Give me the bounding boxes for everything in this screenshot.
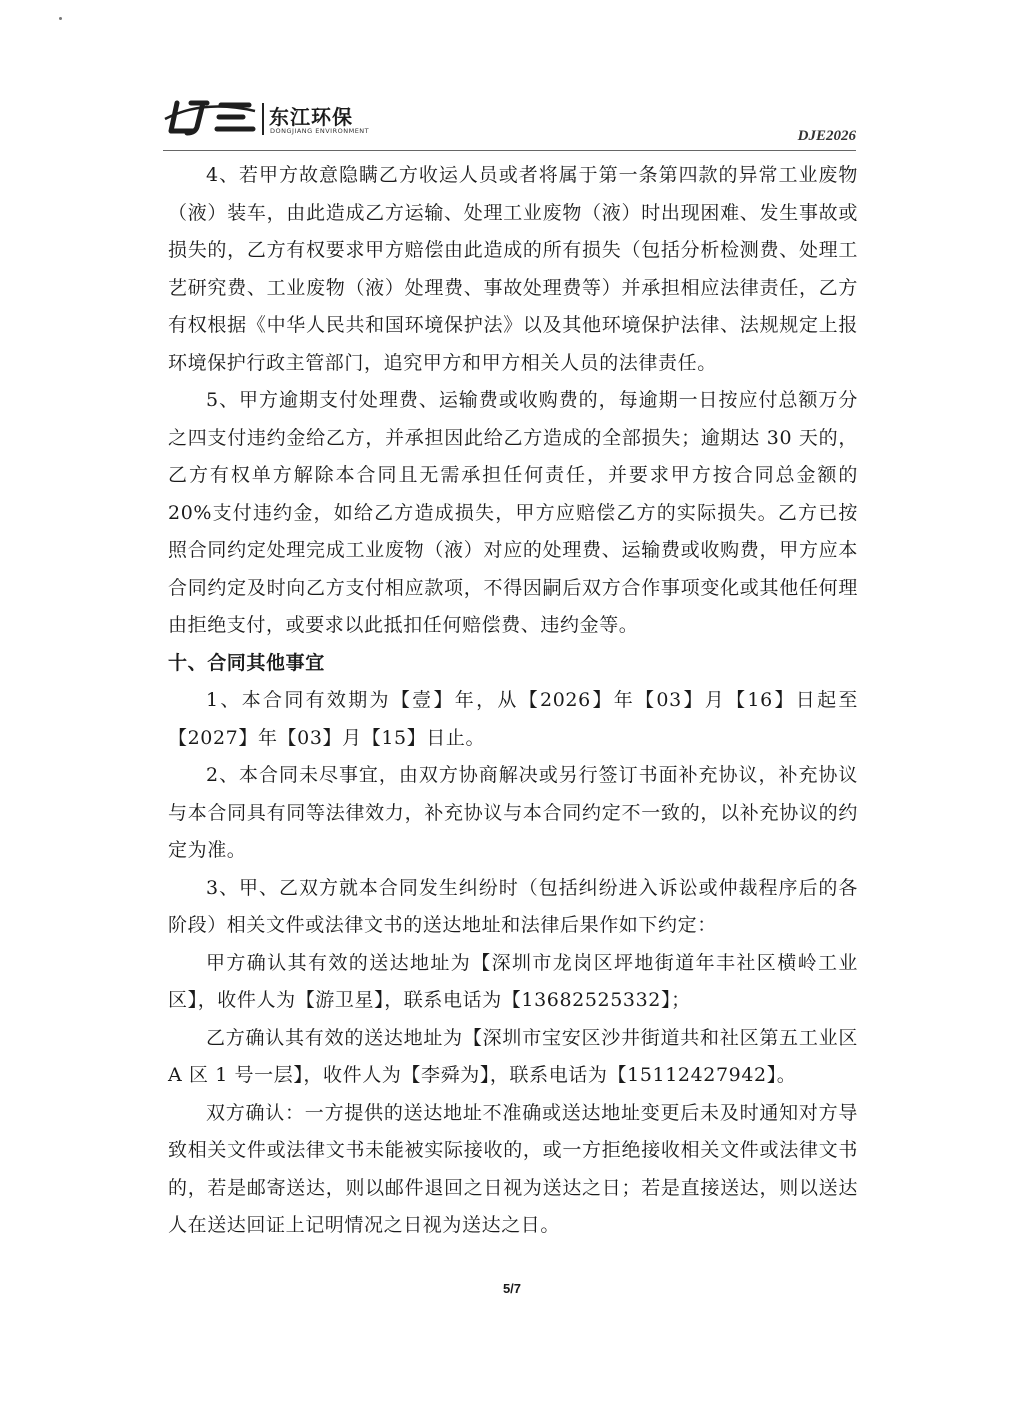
section-10-item-3: 3、甲、乙双方就本合同发生纠纷时（包括纠纷进入诉讼或仲裁程序后的各阶段）相关文件或法律文书的送达地址和法律后果作如下约定： [168, 876, 858, 936]
company-logo [163, 95, 370, 141]
section-10-heading: 十、合同其他事宜 [168, 651, 325, 674]
dje-logo-mark [163, 97, 259, 139]
party-a-address: 甲方确认其有效的送达地址为【深圳市龙岗区坪地街道年丰社区横岭工业区】，收件人为【游卫星】，联系电话为【13682525332】； [168, 951, 858, 1011]
scan-speck [59, 17, 62, 20]
logo-english-name: DONGJIANG ENVIRONMENT [270, 127, 370, 135]
party-b-address: 乙方确认其有效的送达地址为【深圳市宝安区沙井街道共和社区第五工业区 A 区 1 号一层】，收件人为【李舜为】，联系电话为【15112427942】。 [168, 1026, 858, 1086]
clause-4: 4、若甲方故意隐瞒乙方收运人员或者将属于第一条第四款的异常工业废物（液）装车，由此造成乙方运输、处理工业废物（液）时出现困难、发生事故或损失的，乙方有权要求甲方赔偿由此造成的所有损失（包括分析检测费、处理工艺研究费、工业废物（液）处理费、事故处理费等）并承担相应法律责任，乙方有权根据《中华人民共和国环境保护法》以及其他环境保护法律、法规规定上报环境保护行政主管部门，追究甲方和甲方相关人员的法律责任。 [168, 164, 858, 374]
header-divider [163, 150, 856, 151]
document-code: DJE2026 [797, 128, 856, 144]
clause-5: 5、甲方逾期支付处理费、运输费或收购费的，每逾期一日按应付总额万分之四支付违约金给乙方，并承担因此给乙方造成的全部损失；逾期达 30 天的，乙方有权单方解除本合同且无需承担任何责任，并要求甲方按合同总金额的 20%支付违约金，如给乙方造成损失，甲方应赔偿乙方的实际损失。乙方已按照合同约定处理完成工业废物（液）对应的处理费、运输费或收购费，甲方应本合同约定及时向乙方支付相应款项，不得因嗣后双方合作事项变化或其他任何理由拒绝支付，或要求以此抵扣任何赔偿费、违约金等。 [168, 389, 858, 636]
section-10-item-2: 2、本合同未尽事宜，由双方协商解决或另行签订书面补充协议，补充协议与本合同具有同等法律效力，补充协议与本合同约定不一致的，以补充协议的约定为准。 [168, 764, 858, 861]
document-body [168, 157, 858, 1245]
mutual-confirmation: 双方确认：一方提供的送达地址不准确或送达地址变更后未及时通知对方导致相关文件或法律文书未能被实际接收的，或一方拒绝接收相关文件或法律文书的，若是邮寄送达，则以邮件退回之日视为送达之日；若是直接送达，则以送达人在送达回证上记明情况之日视为送达之日。 [168, 1101, 858, 1236]
logo-chinese-name: 东江环保 [269, 105, 353, 129]
page-header [163, 95, 856, 150]
section-10-item-1: 1、本合同有效期为【壹】年，从【2026】年【03】月【16】日起至【2027】年【03】月【15】日止。 [168, 689, 858, 749]
page-number: 5/7 [502, 1281, 522, 1296]
logo-divider [262, 103, 264, 135]
